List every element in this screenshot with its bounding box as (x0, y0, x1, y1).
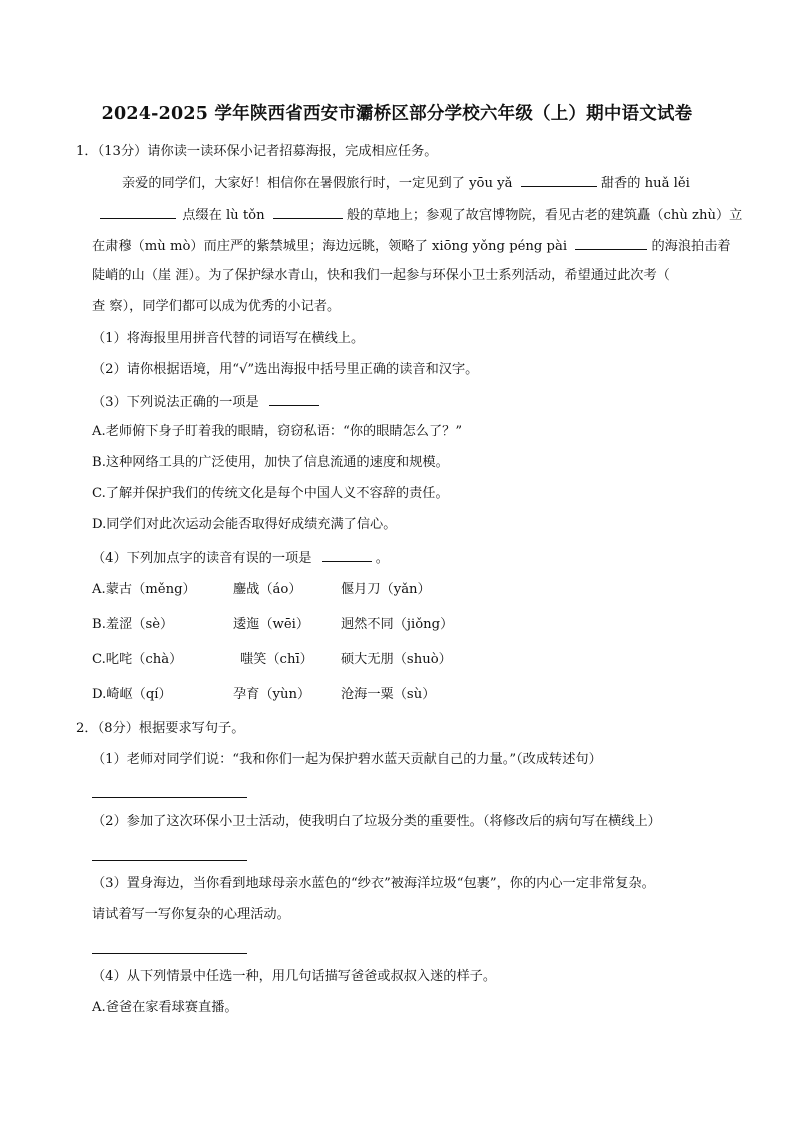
option-d-word-1: D.崎岖（qí） (92, 687, 172, 702)
option-d-word-3: 沧海一粟（sù） (341, 687, 436, 702)
q1-poster-line-3 (92, 235, 731, 257)
q1-sub3 (92, 391, 319, 413)
option-a-word-1: A.蒙古（měng） (92, 582, 196, 597)
answer-blank[interactable] (273, 204, 343, 219)
q1-poster-line-4: 陡峭的山（崖 涯）。为了保护绿水青山，快和我们一起参与环保小卫士系列活动，希望通过此次考（ (92, 268, 670, 283)
q2-heading: 2．（8分）根据要求写句子。 (76, 721, 245, 736)
sub3-text: （3）下列说法正确的一项是 (92, 395, 259, 410)
option-b-word-1: B.羞涩（sè） (92, 617, 174, 632)
option-c-word-1: C.叱咤（chà） (92, 652, 183, 667)
option-b-word-2: 逶迤（wēi） (233, 617, 310, 632)
answer-line[interactable] (92, 860, 247, 861)
answer-blank[interactable] (100, 204, 176, 219)
option-d-word-2: 孕育（yùn） (233, 687, 311, 702)
q1-sub3-option-c: C.了解并保护我们的传统文化是每个中国人义不容辞的责任。 (92, 486, 449, 501)
answer-blank[interactable] (322, 547, 372, 562)
q2-sub4-option-a: A.爸爸在家看球赛直播。 (92, 1000, 238, 1015)
option-b-word-3: 迥然不同（jiǒng） (341, 617, 454, 632)
q1-sub3-option-d: D.同学们对此次运动会能否取得好成绩充满了信心。 (92, 517, 397, 532)
q2-sub3-continued: 请试着写一写你复杂的心理活动。 (92, 907, 290, 922)
answer-blank[interactable] (521, 172, 597, 187)
q1-sub2: （2）请你根据语境，用“√”选出海报中括号里正确的读音和汉字。 (92, 362, 479, 377)
sub4-end: 。 (375, 551, 389, 566)
q2-sub1: （1）老师对同学们说：“我和你们一起为保护碧水蓝天贡献自己的力量。”（改成转述句） (92, 752, 602, 767)
q1-poster-line-5: 查 察），同学们都可以成为优秀的小记者。 (92, 299, 341, 314)
answer-line[interactable] (92, 953, 247, 954)
q1-poster-line-1 (122, 172, 690, 194)
q1-sub1: （1）将海报里用拼音代替的词语写在横线上。 (92, 331, 365, 346)
exam-title: 2024-2025 学年陕西省西安市灞桥区部分学校六年级（上）期中语文试卷 (101, 104, 693, 124)
answer-line[interactable] (92, 797, 247, 798)
option-c-word-2: 嗤笑（chī） (240, 652, 313, 667)
poster-text: 甜香的 huǎ lěi (600, 176, 690, 191)
q2-sub2: （2）参加了这次环保小卫士活动，使我明白了垃圾分类的重要性。（将修改后的病句写在横线上） (92, 814, 661, 829)
poster-text: 点缀在 lù tǒn (182, 208, 265, 223)
q2-sub4: （4）从下列情景中任选一种，用几句话描写爸爸或叔叔入迷的样子。 (92, 969, 497, 984)
option-a-word-2: 鏖战（áo） (233, 582, 302, 597)
answer-blank[interactable] (575, 235, 647, 250)
sub4-text: （4）下列加点字的读音有误的一项是 (92, 551, 312, 566)
poster-text: 在肃穆（mù mò）而庄严的紫禁城里；海边远眺，领略了 xiōng yǒng péng pài (92, 239, 568, 254)
q1-sub3-option-b: B.这种网络工具的广泛使用，加快了信息流通的速度和规模。 (92, 455, 449, 470)
poster-text: 般的草地上；参观了故宫博物院，看见古老的建筑矗（chù zhù）立 (347, 208, 743, 223)
option-a-word-3: 偃月刀（yǎn） (341, 582, 431, 597)
poster-text: 亲爱的同学们，大家好！相信你在暑假旅行时，一定见到了 yōu yǎ (122, 176, 513, 191)
answer-blank[interactable] (269, 391, 319, 406)
option-c-word-3: 硕大无朋（shuò） (341, 652, 452, 667)
q1-sub4 (92, 547, 389, 569)
q1-sub3-option-a: A.老师俯下身子盯着我的眼睛，窃窃私语：“你的眼睛怎么了？” (92, 424, 463, 439)
q2-sub3: （3）置身海边，当你看到地球母亲水蓝色的“纱衣”被海洋垃圾“包裹”，你的内心一定非常复杂。 (92, 876, 655, 891)
poster-text: 的海浪拍击着 (651, 239, 731, 254)
q1-heading: 1．（13分）请你读一读环保小记者招募海报，完成相应任务。 (76, 144, 438, 159)
q1-poster-line-2 (100, 204, 742, 226)
